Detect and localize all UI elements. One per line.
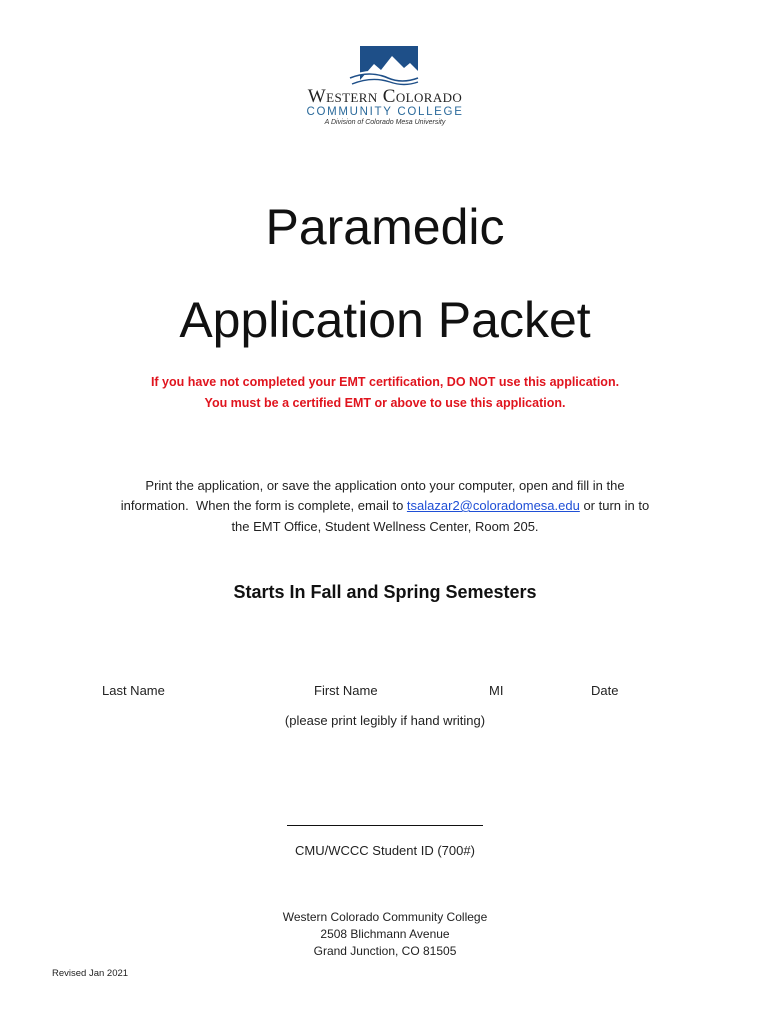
- address-line2: 2508 Blichmann Avenue: [320, 927, 450, 941]
- address-line1: Western Colorado Community College: [282, 910, 488, 924]
- instructions-line3: the EMT Office, Student Wellness Center, Room 205.: [231, 519, 539, 534]
- instructions-line2-after: or turn in to: [579, 498, 650, 513]
- warning-line2: You must be a certified EMT or above to use this application.: [204, 396, 566, 410]
- mountain-peaks-icon: [348, 44, 420, 88]
- starts-heading: Starts In Fall and Spring Semesters: [233, 582, 537, 602]
- student-id-line: [287, 825, 483, 826]
- logo-name: Western Colorado: [307, 86, 463, 107]
- instructions-line1: Print the application, or save the application onto your computer, open and fill in the: [145, 478, 625, 493]
- first-name-label: First Name: [314, 683, 378, 698]
- logo-division: A Division of Colorado Mesa University: [324, 119, 446, 126]
- instructions-line2-before: information. When the form is complete, email to: [120, 498, 407, 513]
- address-line3: Grand Junction, CO 81505: [313, 944, 457, 958]
- revised-date: Revised Jan 2021: [52, 968, 129, 979]
- page-title-line2: Application Packet: [179, 292, 591, 348]
- logo-subtitle: COMMUNITY COLLEGE: [306, 106, 464, 118]
- date-label: Date: [591, 683, 619, 698]
- last-name-label: Last Name: [102, 683, 165, 698]
- instructions-line2: [0, 498, 770, 513]
- email-link[interactable]: tsalazar2@coloradomesa.edu: [406, 498, 580, 513]
- warning-line1: If you have not completed your EMT certification, DO NOT use this application.: [150, 375, 620, 389]
- student-id-label: CMU/WCCC Student ID (700#): [295, 843, 475, 858]
- print-legibly-note: (please print legibly if hand writing): [284, 713, 486, 728]
- mi-label: MI: [489, 683, 504, 698]
- page-title-line1: Paramedic: [265, 199, 505, 255]
